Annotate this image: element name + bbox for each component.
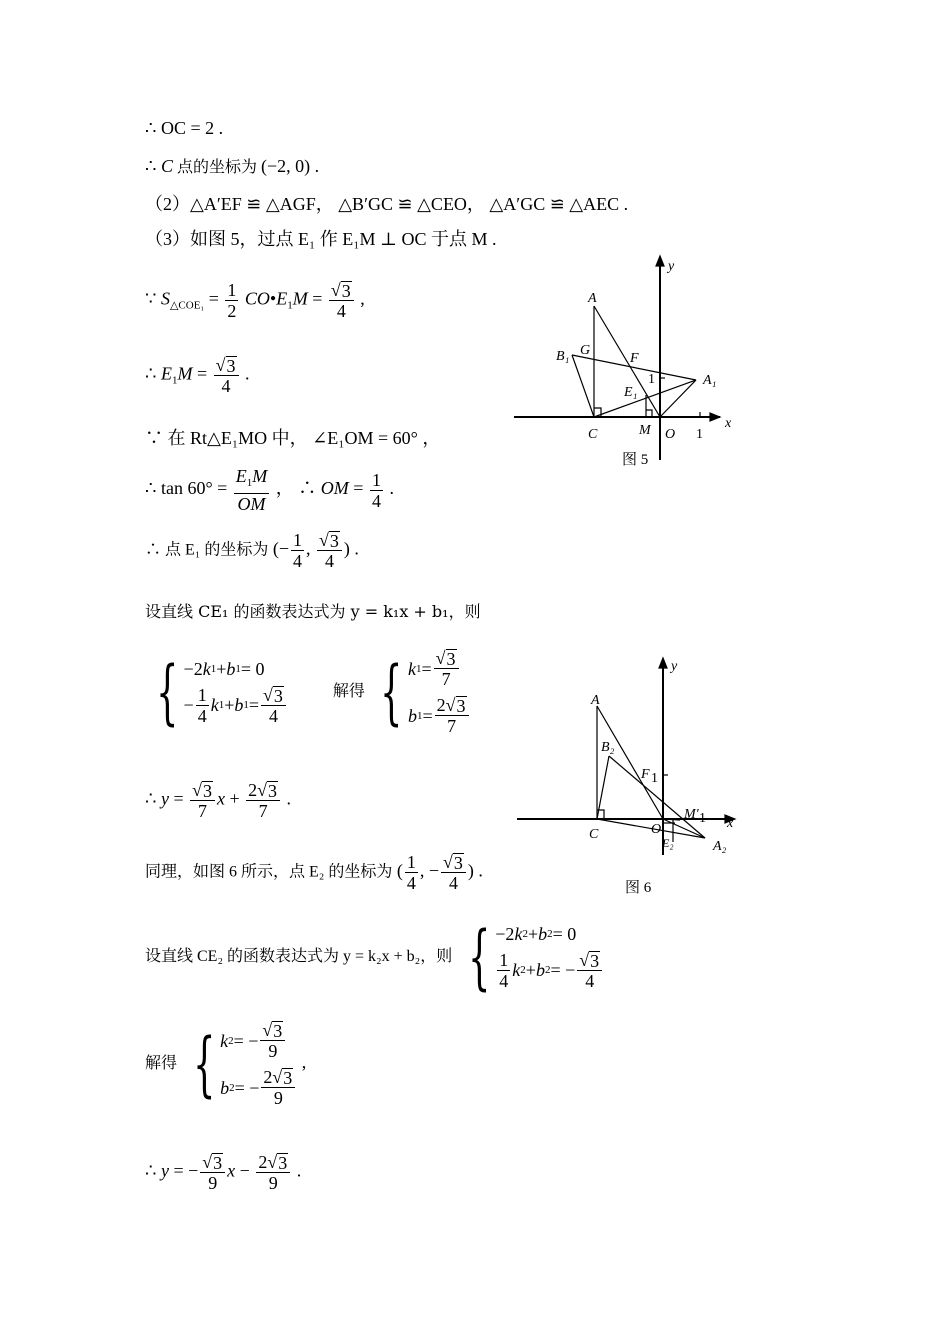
label-tick-y1: 1: [648, 372, 655, 387]
text: 设直线 CE₁ 的函数表达式为 y = k₁x + b₁，则: [145, 602, 481, 621]
label-y: y: [668, 259, 675, 274]
line-figure5-construction: [145, 229, 496, 249]
text: ∴: [145, 156, 161, 176]
label-c: C: [589, 827, 599, 842]
text: ∴ 点 E₁ 的坐标为: [145, 541, 269, 559]
figure-6: [505, 650, 755, 900]
label-x: x: [725, 416, 732, 431]
line-rt-triangle: [145, 428, 440, 448]
label-b2: B₂: [601, 740, 615, 755]
text: 设直线 CE₂ 的函数表达式为 y = k₂x + b₂，则: [145, 948, 453, 965]
solve-label: 解得: [332, 683, 365, 700]
text: ∵ 在 Rt△E₁MO 中， ∠E₁OM = 60° ，: [145, 428, 441, 448]
label-f: F: [641, 767, 650, 782]
text: 同理，如图 6 所示，点 E₂ 的坐标为: [145, 863, 393, 881]
text: （3）如图 5，过点 E₁ 作 E₁M ⊥ OC 于点 M .: [145, 229, 497, 249]
label-tick-x1: 1: [699, 811, 706, 826]
fraction: √ 3 4: [214, 355, 239, 396]
because-symbol: ∵: [145, 288, 161, 309]
label-a2: A₂: [713, 839, 727, 854]
text: C: [160, 156, 173, 176]
text: S: [160, 288, 170, 309]
label-f: F: [630, 351, 639, 366]
line-c-coordinate: [145, 156, 319, 178]
line-y-ce1: ∴ y = √ 3 7 x + 2 √ 3 7 .: [145, 780, 292, 821]
line-congruent-triangles: [145, 194, 628, 214]
figure-5-caption: 图 5: [622, 452, 649, 468]
label-y: y: [671, 659, 678, 674]
label-e2: E₂: [662, 836, 674, 850]
label-b1: B₁: [556, 349, 570, 364]
label-a: A: [588, 291, 597, 306]
text: （2）△A′EF ≌ △AGF， △B′GC ≌ △CEO， △A′GC ≌ △AEC .: [145, 194, 629, 214]
system-ce1: { −2 k 1 + b 1 = 0 − $\frac{1}{4}$ k 1 + b 1 = √ 3 4 解得 { k 1 = √ 3 7 b 1 = 2 √ 3 7: [145, 648, 471, 736]
fraction: $\frac{E_1M}{OM}$: [235, 466, 268, 514]
system-ce2-solution: 解得 { k 2 = − √ 3 9 b 2 = − 2 √ 3 9 ,: [145, 1020, 307, 1108]
line-e1-coordinate: ∴ 点 E₁ 的坐标为 (− $\frac{1}{4}$ , √ 3 4 ) .: [145, 530, 359, 571]
label-m-prime: M′: [684, 807, 699, 822]
line-oc-equals-2: [145, 118, 223, 138]
label-o: O: [651, 822, 662, 837]
solve-label: 解得: [145, 1055, 178, 1072]
label-g: G: [580, 343, 591, 358]
fraction: √ 3 4: [317, 530, 342, 571]
text: (−2, 0) .: [260, 156, 320, 176]
line-e2-coordinate: 同理，如图 6 所示，点 E₂ 的坐标为 ( $\frac{1}{4}$ , − √ 3 4 ) .: [145, 852, 483, 893]
fraction: $\frac{1}{4}$: [293, 530, 303, 571]
line-ce1-expression: [145, 602, 481, 622]
label-a: A: [591, 693, 600, 708]
text: △COE₁: [169, 299, 205, 312]
line-y-ce2: ∴ y = − √ 3 9 x − 2 √ 3 9 .: [145, 1152, 302, 1193]
label-tick-y1: 1: [651, 771, 658, 786]
fraction: √ 3 4: [329, 280, 354, 321]
label-o: O: [665, 427, 676, 442]
label-m: M: [639, 423, 651, 438]
line-tan60: ∴ tan 60° = $\frac{E_1M}{OM}$ ， ∴ OM = $\frac{1}{4}$ .: [145, 466, 394, 514]
line-e1m-value: ∴ $E_1M$ = √ 3 4 .: [145, 355, 250, 396]
fraction: $\frac{1}{2}$: [227, 280, 237, 321]
fraction: $\frac{1}{4}$: [371, 469, 381, 511]
label-e1: E₁: [624, 385, 638, 400]
text: 点的坐标为: [172, 159, 261, 176]
line-ce2-expression: 设直线 CE₂ 的函数表达式为 y = k₂x + b₂，则 { −2 k 2 + b 2 = 0 $\frac{1}{4}$ k 2 + b 2 = − √ 3 4: [145, 922, 604, 992]
figure-6-caption: 图 6: [625, 880, 652, 896]
line-area-formula: ∵ $S_{\triangle COE_1}$ = $\frac{1}{2}$ $CO•E_1M$ = √ 3 4 ,: [145, 280, 365, 321]
label-tick-x1: 1: [696, 427, 703, 442]
figure-5: [500, 250, 750, 480]
label-c: C: [588, 427, 598, 442]
label-x: x: [727, 816, 734, 831]
label-a1: A₁: [703, 373, 717, 388]
text: ∴ OC = 2 .: [145, 118, 224, 138]
